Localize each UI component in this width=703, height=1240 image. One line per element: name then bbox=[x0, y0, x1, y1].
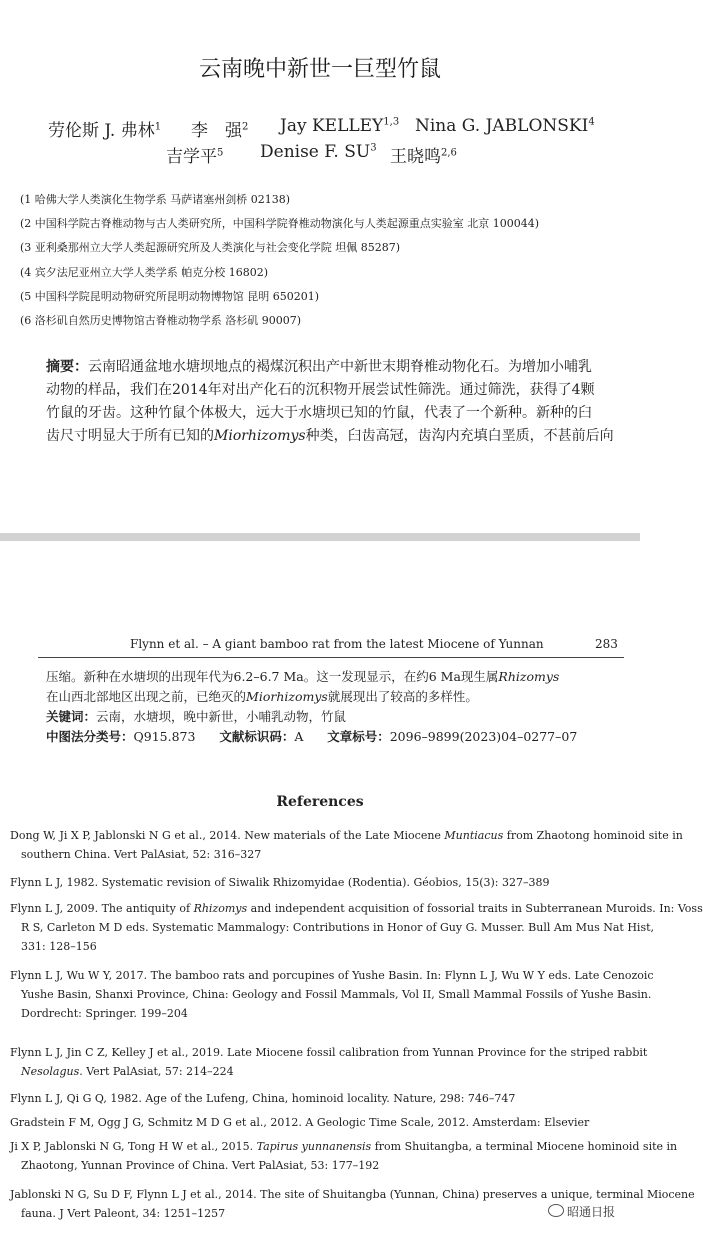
affiliation: (3 亚利桑那州立大学人类起源研究所及人类演化与社会变化学院 坦佩 85287) bbox=[20, 241, 401, 254]
reference-item: Flynn L J, Jin C Z, Kelley J et al., 2019. Late Miocene fossil calibration from Yunnan Province for the striped rabbit Nesolagus. Vert PalAsiat, 57: 214–224 bbox=[10, 1046, 648, 1078]
reference-item: Flynn L J, Qi G Q, 1982. Age of the Lufeng, China, hominoid locality. Nature, 298: 746–747 bbox=[10, 1092, 516, 1105]
author: Jay KELLEY$^{1,3}$ bbox=[280, 116, 400, 136]
affiliation: (4 宾夕法尼亚州立大学人类学系 帕克分校 16802) bbox=[20, 266, 269, 279]
abstract-text: 动物的样品，我们在2014年对出产化石的沉积物开展尝试性筛洗。通过筛洗，获得了4颗 bbox=[46, 382, 595, 398]
abstract-text: 竹鼠的牙齿。这种竹鼠个体极大，远大于水塘坝已知的竹鼠，代表了一个新种。新种的臼 bbox=[46, 405, 592, 421]
abstract-label: 摘要： bbox=[46, 359, 88, 375]
author: Denise F. $SU^3$ bbox=[260, 142, 377, 162]
running-head: Flynn et al. – A giant bamboo rat from the latest Miocene of Yunnan bbox=[130, 637, 544, 651]
abstract-text: 云南昭通盆地水塘坝地点的褐煤沉积出产中新世末期脊椎动物化石。为增加小哺乳 bbox=[88, 359, 592, 375]
classification-line: 中图法分类号：Q915.873 文献标识码：A 文章标号：2096–9899(2023)04–0277–07 bbox=[46, 729, 578, 744]
reference-item: Flynn L J, Wu W Y, 2017. The bamboo rats and porcupines of Yushe Basin. In: Flynn L J, Wu W Y eds. Late Cenozoic Yushe Basin, Shanxi Province, China: Geology and Fossil Mammals, Vol II, Small Mammal Fossils of Yushe Basin. Dordrecht: Springer. 199–204 bbox=[10, 969, 654, 1020]
author: 李 强$^2$ bbox=[191, 121, 249, 141]
affiliation: (2 中国科学院古脊椎动物与古人类研究所，中国科学院脊椎动物演化与人类起源重点实验室 北京 100044) bbox=[20, 217, 540, 230]
affiliation: (5 中国科学院昆明动物研究所昆明动物博物馆 昆明 650201) bbox=[20, 290, 320, 303]
reference-item: Gradstein F M, Ogg J G, Schmitz M D G et al., 2012. A Geologic Time Scale, 2012. Amsterdam: Elsevier bbox=[10, 1116, 590, 1129]
author: 吉学平$^5$ bbox=[166, 147, 224, 167]
reference-item: Flynn L J, 2009. The antiquity of Rhizomys and independent acquisition of fossorial traits in Subterranean Muroids. In: Voss R S, Carleton M D eds. Systematic Mammalogy: Contributions in Honor of Guy G. Musser. Bull Am Mus Nat Hist, 331: 128–156 bbox=[10, 902, 703, 953]
affiliation: (6 洛杉矶自然历史博物馆古脊椎动物学系 洛杉矶 90007) bbox=[20, 314, 302, 327]
header-rule bbox=[38, 657, 624, 658]
reference-item: Jablonski N G, Su D F, Flynn L J et al., 2014. The site of Shuitangba (Yunnan, China) preserves a unique, terminal Miocene fauna. J Vert Paleont, 34: 1251–1257 bbox=[10, 1188, 695, 1220]
author: 王晓鸣$^{2,6}$ bbox=[390, 147, 457, 167]
watermark: 昭通日报 bbox=[548, 1203, 615, 1220]
abstract-text: 齿尺寸明显大于所有已知的Miorhizomys种类，臼齿高冠，齿沟内充填白垩质，不甚前后向 bbox=[46, 428, 614, 444]
reference-item: Ji X P, Jablonski N G, Tong H W et al., 2015. Tapirus yunnanensis from Shuitangba, a terminal Miocene hominoid site in Zhaotong, Yunnan Province of China. Vert PalAsiat, 53: 177–192 bbox=[10, 1140, 678, 1172]
references-heading: References bbox=[276, 794, 364, 810]
reference-item: Dong W, Ji X P, Jablonski N G et al., 2014. New materials of the Late Miocene Muntiacus from Zhaotong hominoid site in southern China. Vert PalAsiat, 52: 316–327 bbox=[10, 829, 683, 861]
author: Nina G. JABLONSKI$^4$ bbox=[415, 116, 595, 136]
abstract bbox=[46, 356, 614, 448]
abstract-continuation: 压缩。新种在水塘坝的出现年代为6.2–6.7 Ma。这一发现显示，在约6 Ma现生属Rhizomys 在山西北部地区出现之前，已绝灭的Miorhizomys就展现出了较高的多样性。 关键词：云南，水塘坝，晚中新世，小哺乳动物，竹鼠 中图法分类号：Q915.873 文献标识码：A 文章标号：2096–9899(2023)04–0277–07 bbox=[46, 667, 626, 747]
keywords: 关键词：云南，水塘坝，晚中新世，小哺乳动物，竹鼠 bbox=[46, 709, 347, 724]
reference-item: Flynn L J, 1982. Systematic revision of Siwalik Rhizomyidae (Rodentia). Géobios, 15(3): 327–389 bbox=[10, 876, 550, 889]
affiliation: (1 哈佛大学人类演化生物学系 马萨诸塞州剑桥 02138) bbox=[20, 193, 291, 206]
page-gap bbox=[0, 533, 640, 541]
page-number: 283 bbox=[595, 637, 618, 651]
wechat-icon bbox=[548, 1204, 564, 1217]
author: 劳伦斯 J. 弗林$^1$ bbox=[48, 121, 162, 141]
paper-title: 云南晚中新世一巨型竹鼠 bbox=[198, 57, 441, 82]
